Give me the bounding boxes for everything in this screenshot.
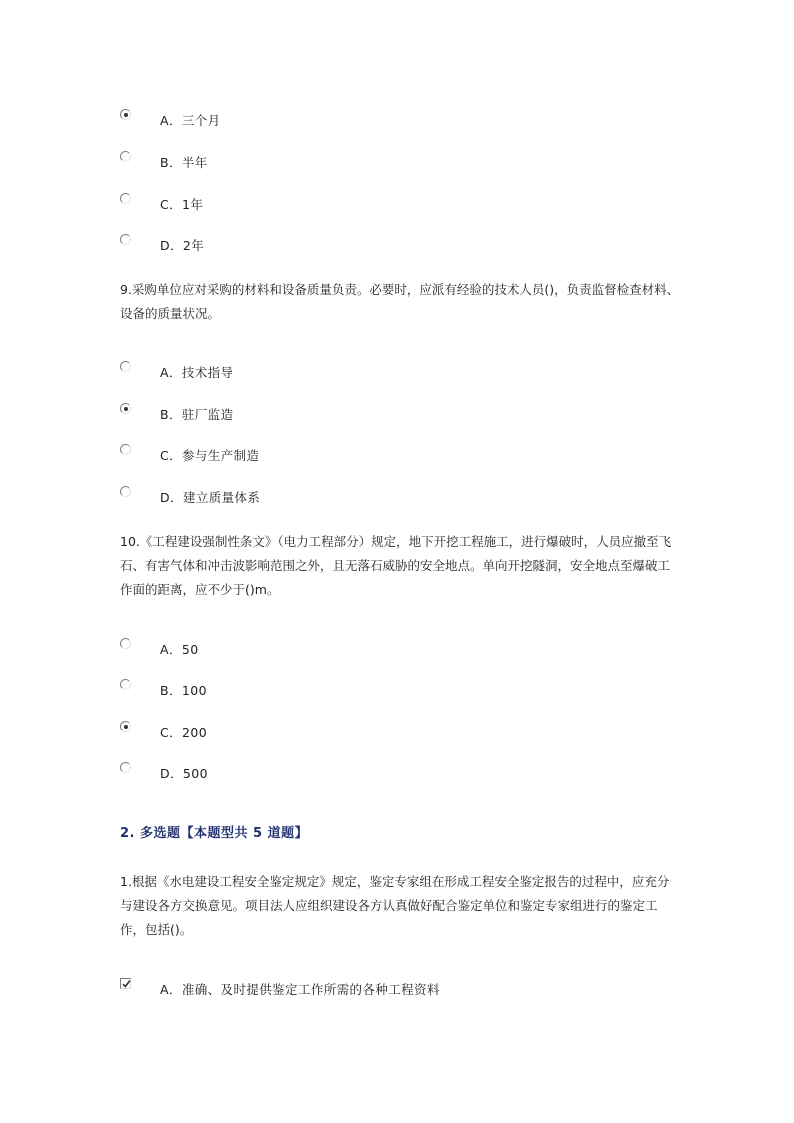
q10-option-a-radio[interactable]	[120, 638, 131, 649]
q8-option-a-label: A．三个月	[160, 113, 221, 128]
q8-option-d-label: D．2年	[160, 238, 205, 253]
q9-option-d-radio[interactable]	[120, 486, 131, 497]
q10-option-a-label: A．50	[160, 642, 199, 657]
q9-option-b-label: B．驻厂监造	[160, 407, 234, 422]
q9-option-a-label: A．技术指导	[160, 365, 234, 380]
q8-option-b-label: B．半年	[160, 155, 208, 170]
q10-option-d-radio[interactable]	[120, 762, 131, 773]
checkmark-icon	[121, 979, 132, 990]
q9-option-b-radio[interactable]	[120, 403, 131, 414]
q9-option-c-radio[interactable]	[120, 444, 131, 455]
q10-option-c-label: C．200	[160, 725, 208, 740]
multi-question-1-text: 1.根据《水电建设工程安全鉴定规定》规定，鉴定专家组在形成工程安全鉴定报告的过程中，应充分与建设各方交换意见。项目法人应组织建设各方认真做好配合鉴定单位和鉴定专家组进行的鉴定工作，包括()。	[120, 874, 670, 937]
question-10-text: 10.《工程建设强制性条文》（电力工程部分）规定，地下开挖工程施工，进行爆破时，人员应撤至飞石、有害气体和冲击波影响范围之外，且无落石威胁的安全地点。单向开挖隧洞，安全地点至爆破工作面的距离，应不少于()m。	[120, 534, 672, 597]
q10-option-c-radio[interactable]	[120, 721, 131, 732]
q9-option-c-label: C．参与生产制造	[160, 448, 260, 463]
mq1-option-a-checkbox[interactable]	[120, 978, 131, 989]
mq1-option-a-label: A．准确、及时提供鉴定工作所需的各种工程资料	[160, 982, 440, 997]
q8-option-c-label: C．1年	[160, 197, 204, 212]
q10-option-b-label: B．100	[160, 683, 207, 698]
q8-option-b-radio[interactable]	[120, 151, 131, 162]
q10-option-d-label: D．500	[160, 766, 208, 781]
q8-option-d-radio[interactable]	[120, 234, 131, 245]
q9-option-d-label: D．建立质量体系	[160, 490, 261, 505]
q9-option-a-radio[interactable]	[120, 361, 131, 372]
section-multiple-choice-heading: 2. 多选题【本题型共 5 道题】	[120, 826, 309, 841]
question-9-text: 9.采购单位应对采购的材料和设备质量负责。必要时，应派有经验的技术人员()，负责监督检查材料、设备的质量状况。	[120, 282, 680, 321]
q8-option-c-radio[interactable]	[120, 193, 131, 204]
q10-option-b-radio[interactable]	[120, 679, 131, 690]
q8-option-a-radio[interactable]	[120, 109, 131, 120]
